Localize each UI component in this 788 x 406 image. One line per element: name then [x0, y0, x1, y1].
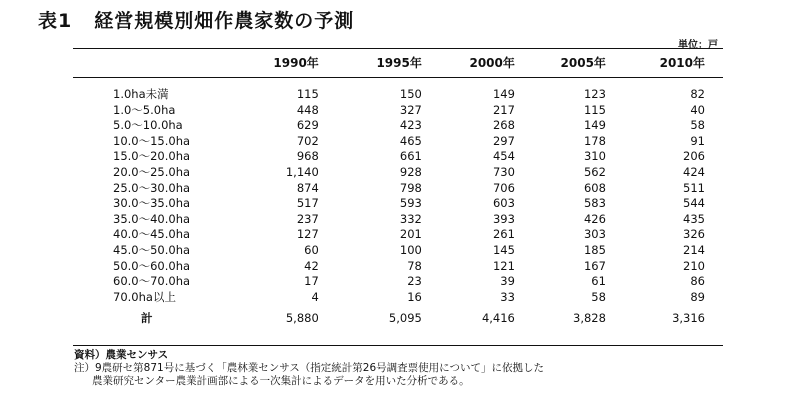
total-cell: 3,828	[573, 311, 606, 326]
table-row	[73, 196, 723, 212]
table-row	[73, 181, 723, 197]
total-row	[73, 305, 723, 331]
table-cell: 115	[583, 102, 606, 117]
table-cell: 121	[492, 258, 515, 273]
table-cell: 297	[492, 133, 515, 148]
table-cell: 593	[399, 196, 422, 211]
table-cell: 393	[492, 211, 515, 226]
table-cell: 40	[690, 102, 705, 117]
row-label: 5.0～10.0ha	[113, 118, 183, 133]
table-row	[73, 212, 723, 228]
table-cell: 706	[492, 180, 515, 195]
table-cell: 730	[492, 164, 515, 179]
header-cell-2000: 2000年	[469, 56, 515, 70]
table-cell: 39	[500, 274, 515, 289]
table-cell: 150	[399, 87, 422, 101]
table-cell: 33	[500, 289, 515, 304]
table-cell: 167	[583, 258, 606, 273]
table-cell: 423	[399, 118, 422, 133]
table-cell: 17	[304, 274, 319, 289]
table-cell: 332	[399, 211, 422, 226]
table-cell: 60	[304, 242, 319, 257]
table-cell: 91	[690, 133, 705, 148]
row-label: 25.0～30.0ha	[113, 180, 191, 195]
table-cell: 798	[399, 180, 422, 195]
table-row	[73, 118, 723, 134]
table-cell: 261	[492, 227, 515, 242]
table-cell: 928	[399, 164, 422, 179]
table-title-text: 経営規模別畑作農家数の予測	[94, 10, 355, 32]
table-cell: 214	[683, 242, 705, 257]
table-cell: 23	[407, 274, 422, 289]
total-label: 計	[141, 311, 153, 326]
notes	[74, 349, 544, 388]
table-row	[73, 274, 723, 290]
table-cell: 178	[583, 133, 606, 148]
table-cell: 454	[492, 149, 515, 164]
total-cell: 4,416	[481, 311, 515, 326]
bottom-rule	[73, 345, 723, 346]
row-label: 60.0～70.0ha	[113, 274, 191, 289]
table-row	[73, 87, 723, 103]
table-row	[73, 149, 723, 165]
table-header	[73, 56, 723, 72]
note-line-1: 注）9農研セ第871号に基づく「農林業センサス（指定統計第26号調査票使用について」に依拠した	[74, 362, 544, 374]
table-cell: 874	[296, 180, 319, 195]
table-row	[73, 227, 723, 243]
table-cell: 268	[492, 118, 515, 133]
table-title	[38, 6, 354, 33]
table-cell: 217	[492, 102, 515, 117]
table-cell: 968	[296, 149, 319, 164]
table-cell: 210	[683, 258, 705, 273]
table-cell: 61	[591, 274, 606, 289]
total-cell: 3,316	[672, 311, 705, 326]
table-cell: 511	[683, 180, 705, 195]
row-label: 20.0～25.0ha	[113, 164, 191, 179]
table-cell: 149	[583, 118, 606, 133]
row-label: 45.0～50.0ha	[113, 242, 191, 257]
table-cell: 149	[492, 87, 515, 101]
table-cell: 145	[492, 242, 515, 257]
top-rule	[73, 48, 723, 49]
table-cell: 58	[690, 118, 705, 133]
table-cell: 303	[583, 227, 606, 242]
table-cell: 608	[583, 180, 606, 195]
table-cell: 544	[683, 196, 705, 211]
table-row	[73, 103, 723, 119]
table-cell: 603	[492, 196, 515, 211]
unit-label: 単位：戸	[678, 40, 718, 51]
table-cell: 517	[296, 196, 319, 211]
header-cell-label	[73, 56, 228, 72]
table-cell: 201	[399, 227, 422, 242]
table-cell: 16	[407, 289, 422, 304]
table-cell: 583	[583, 196, 606, 211]
table-cell: 89	[690, 289, 705, 304]
table-cell: 426	[583, 211, 606, 226]
table-cell: 435	[683, 211, 705, 226]
header-row	[73, 56, 723, 72]
row-label: 35.0～40.0ha	[113, 211, 191, 226]
table-cell: 326	[683, 227, 705, 242]
table-cell: 127	[296, 227, 319, 242]
table-cell: 86	[690, 274, 705, 289]
table-row	[73, 134, 723, 150]
header-cell-2010: 2010年	[659, 56, 705, 70]
row-label: 1.0～5.0ha	[113, 102, 176, 117]
table-cell: 310	[583, 149, 606, 164]
table-cell: 465	[399, 133, 422, 148]
row-label: 40.0～45.0ha	[113, 227, 191, 242]
table-cell: 1,140	[285, 164, 319, 179]
table-row	[73, 290, 723, 306]
row-label: 10.0～15.0ha	[113, 133, 191, 148]
table-cell: 237	[296, 211, 319, 226]
table-cell: 424	[683, 164, 705, 179]
data-table	[73, 87, 723, 331]
header-rule	[73, 77, 723, 78]
table-cell: 78	[407, 258, 422, 273]
row-label: 70.0ha以上	[113, 289, 176, 304]
table-cell: 123	[583, 87, 606, 101]
table-cell: 327	[399, 102, 422, 117]
table-cell: 448	[296, 102, 319, 117]
header-cell-1995: 1995年	[376, 56, 422, 70]
row-label: 15.0～20.0ha	[113, 149, 191, 164]
table-cell: 58	[591, 289, 606, 304]
row-label: 1.0ha未満	[113, 87, 169, 101]
table-cell: 562	[583, 164, 606, 179]
table-cell: 82	[690, 87, 705, 101]
row-label: 30.0～35.0ha	[113, 196, 191, 211]
header-cell-2005: 2005年	[560, 56, 606, 70]
table-cell: 206	[683, 149, 705, 164]
table-number: 表1	[38, 10, 73, 32]
header-cell-1990: 1990年	[273, 56, 319, 70]
table-cell: 629	[296, 118, 319, 133]
table-row	[73, 259, 723, 275]
source-note: 資料）農業センサス	[74, 349, 169, 361]
row-label: 50.0～60.0ha	[113, 258, 191, 273]
table-cell: 661	[399, 149, 422, 164]
table-cell: 42	[304, 258, 319, 273]
note-line-2: 農業研究センター農業計画部による一次集計によるデータを用いた分析である。	[92, 375, 470, 387]
table-cell: 4	[311, 289, 319, 304]
table-row	[73, 165, 723, 181]
total-cell: 5,880	[285, 311, 319, 326]
table-cell: 100	[399, 242, 422, 257]
table-cell: 702	[296, 133, 319, 148]
total-cell: 5,095	[388, 311, 422, 326]
table-cell: 115	[296, 87, 319, 101]
table-cell: 185	[583, 242, 606, 257]
table-row	[73, 243, 723, 259]
